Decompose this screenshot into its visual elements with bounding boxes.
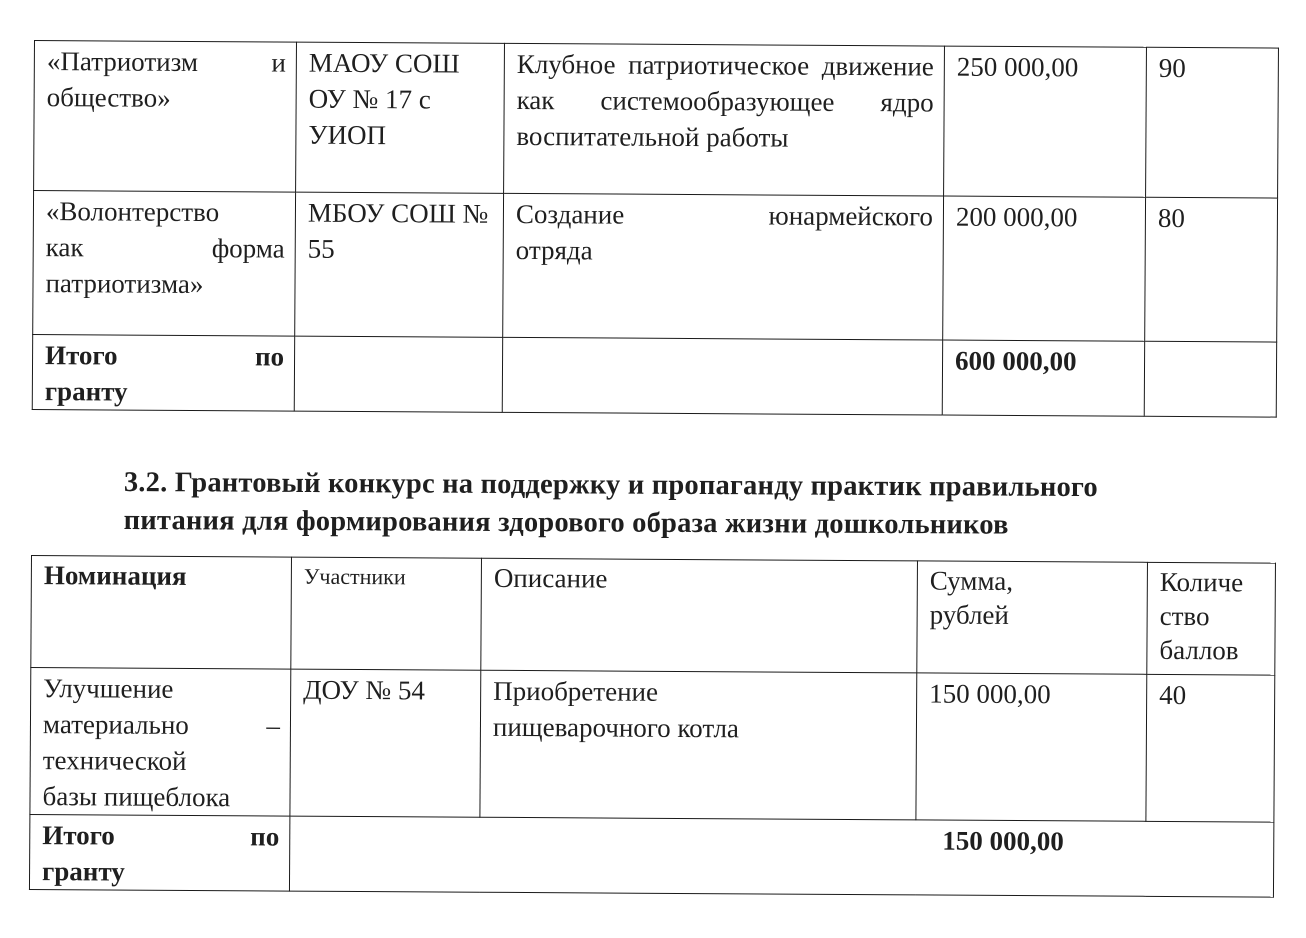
table-row: [33, 191, 1278, 343]
description-line: пищеварочного котла: [492, 711, 740, 744]
participants-cell: МАОУ СОШ ОУ № 17 с УИОП: [296, 42, 505, 193]
description-cell: [503, 193, 944, 340]
nomination-line: Улучшение: [43, 673, 174, 704]
header-points-line: Количе: [1159, 566, 1244, 598]
total-label: Итого по: [44, 340, 285, 372]
total-sum: 150 000,00: [942, 825, 1064, 857]
section-heading-line: 3.2. Грантовый конкурс на поддержку и пропаганду практик правильного: [123, 466, 1098, 504]
nomination-line: общество»: [46, 82, 171, 113]
empty-cell: [1144, 341, 1276, 417]
nomination-line: базы пищеблока: [42, 781, 231, 813]
header-sum: [917, 561, 1148, 674]
header-sum-line: рублей: [929, 599, 1010, 630]
nomination-line: «Волонтерство: [45, 196, 220, 228]
nomination-line: технической: [42, 745, 187, 776]
sum-cell: 150 000,00: [916, 673, 1147, 821]
header-description: Описание: [481, 558, 918, 673]
header-participants: Участники: [291, 557, 482, 670]
header-nomination: Номинация: [31, 556, 292, 670]
header-points-line: ство: [1159, 600, 1210, 632]
header-points-line: баллов: [1159, 634, 1239, 666]
total-sum-cell: 600 000,00: [942, 340, 1144, 416]
sum-cell: 250 000,00: [944, 46, 1147, 197]
sum-cell: 200 000,00: [943, 196, 1146, 341]
header-points: [1147, 562, 1276, 675]
total-label-last: гранту: [44, 376, 128, 407]
table-row: [34, 41, 1279, 199]
description-cell: [504, 43, 945, 196]
nomination-cell: [34, 41, 297, 193]
empty-cell: [502, 337, 942, 415]
nomination-line: материально –: [42, 709, 281, 741]
total-label-last: гранту: [41, 856, 125, 887]
participants-cell: ДОУ № 54: [290, 669, 481, 817]
nomination-line: патриотизма»: [45, 268, 204, 300]
total-sum-cell: [289, 816, 1273, 897]
table-row: [30, 668, 1275, 823]
total-row: [29, 814, 1273, 897]
nomination-cell: [30, 668, 291, 817]
nomination-line: «Патриотизм и: [46, 46, 286, 78]
section-heading-line: питания для формирования здорового образа жизни дошкольников: [123, 504, 1009, 541]
section-heading: [124, 464, 1234, 546]
points-cell: 40: [1146, 674, 1275, 822]
description-cell: [480, 670, 917, 820]
total-label-cell: [32, 334, 294, 411]
nomination-line: как форма: [45, 232, 285, 264]
description-text: Клубное патриотическое движение как системообразующее ядро: [516, 48, 934, 118]
empty-cell: [294, 336, 502, 412]
description-text: Создание юнармейского: [515, 198, 934, 232]
description-text-last: отряда: [515, 234, 593, 266]
total-label-cell: [29, 814, 289, 891]
total-label: Итого по: [42, 820, 280, 852]
points-cell: 90: [1146, 47, 1279, 198]
grant-table-patriotism: [32, 40, 1279, 418]
participants-cell: МБОУ СОШ № 55: [295, 192, 504, 337]
grant-table-nutrition: [29, 555, 1276, 898]
header-row: [31, 556, 1276, 676]
nomination-cell: [33, 191, 296, 337]
description-text-last: воспитательной работы: [516, 120, 789, 153]
header-sum-line: Сумма,: [929, 565, 1014, 596]
description-line: Приобретение: [493, 675, 659, 707]
total-row: [32, 334, 1276, 417]
points-cell: 80: [1145, 197, 1278, 342]
